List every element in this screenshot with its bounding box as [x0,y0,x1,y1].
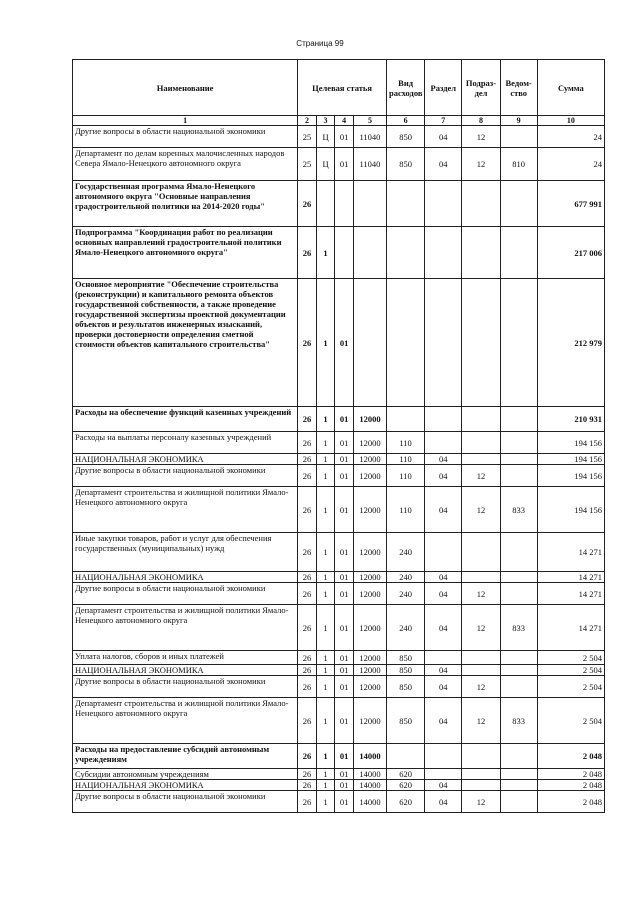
expense-type: 240 [386,533,424,572]
target-code-2: 26 [298,780,317,791]
section: 04 [425,572,462,583]
department-code [500,279,537,407]
section [425,651,462,665]
subsection [462,279,500,407]
department-code [500,465,537,487]
target-code-3: 1 [316,227,335,279]
amount: 2 048 [537,780,604,791]
table-row [73,465,605,487]
amount: 14 271 [537,572,604,583]
table-row [73,148,605,181]
subsection [462,780,500,791]
section: 04 [425,791,462,813]
target-code-3: 1 [316,605,335,651]
section [425,744,462,769]
table-row [73,769,605,780]
target-code-5: 12000 [353,698,386,744]
amount: 2 504 [537,665,604,676]
department-code [500,769,537,780]
target-code-5: 12000 [353,487,386,533]
amount: 2 048 [537,791,604,813]
expense-type: 110 [386,465,424,487]
index-cell: 7 [425,116,462,126]
header-vid: Вид расходов [386,60,424,116]
section [425,279,462,407]
section: 04 [425,665,462,676]
table-row [73,583,605,605]
header-podrazdel: Подраз-дел [462,60,500,116]
subsection: 12 [462,465,500,487]
target-code-3: 1 [316,465,335,487]
target-code-3: 1 [316,698,335,744]
target-code-4: 01 [335,665,354,676]
target-code-5: 11040 [353,148,386,181]
target-code-3: 1 [316,454,335,465]
department-code: 833 [500,487,537,533]
department-code [500,744,537,769]
target-code-3: 1 [316,665,335,676]
target-code-5: 12000 [353,533,386,572]
amount: 677 991 [537,181,604,227]
target-code-5: 14000 [353,769,386,780]
section [425,227,462,279]
target-code-3: 1 [316,533,335,572]
section: 04 [425,605,462,651]
target-code-4: 01 [335,465,354,487]
row-name: НАЦИОНАЛЬНАЯ ЭКОНОМИКА [73,780,298,791]
row-name: Другие вопросы в области национальной экономики [73,583,298,605]
row-name: Государственная программа Ямало-Ненецкого автономного округа "Основные направления градостроительной политики на 2014-2020 годы" [73,181,298,227]
amount: 24 [537,126,604,148]
row-name: Департамент строительства и жилищной политики Ямало-Ненецкого автономного округа [73,487,298,533]
amount: 14 271 [537,583,604,605]
amount: 194 156 [537,487,604,533]
subsection [462,769,500,780]
expense-type: 240 [386,572,424,583]
amount: 2 048 [537,744,604,769]
target-code-2: 25 [298,126,317,148]
target-code-5: 12000 [353,605,386,651]
target-code-5: 12000 [353,465,386,487]
target-code-4 [335,227,354,279]
target-code-2: 26 [298,432,317,454]
section: 04 [425,583,462,605]
index-cell: 10 [537,116,604,126]
table-row [73,651,605,665]
section: 04 [425,487,462,533]
expense-type: 240 [386,605,424,651]
header-row [73,60,605,116]
department-code [500,651,537,665]
amount: 194 156 [537,432,604,454]
table-row [73,533,605,572]
expense-type [386,227,424,279]
target-code-5: 12000 [353,407,386,432]
subsection [462,227,500,279]
expense-type: 850 [386,665,424,676]
table-row [73,487,605,533]
target-code-4: 01 [335,698,354,744]
row-name: Другие вопросы в области национальной экономики [73,465,298,487]
header-target: Целевая статья [298,60,387,116]
row-name: НАЦИОНАЛЬНАЯ ЭКОНОМИКА [73,572,298,583]
amount: 2 504 [537,698,604,744]
row-name: Основное мероприятие "Обеспечение строительства (реконструкции) и капитального ремонта объектов государственной собственности, а также проведение государственной экспертизы проектной документации объектов и результатов инженерных изысканий, проверки достоверности определения сметной стоимости объектов капитального строительства" [73,279,298,407]
subsection: 12 [462,791,500,813]
section: 04 [425,126,462,148]
amount: 212 979 [537,279,604,407]
section [425,432,462,454]
target-code-3: 1 [316,407,335,432]
target-code-3: 1 [316,432,335,454]
table-row [73,126,605,148]
target-code-3: 1 [316,769,335,780]
department-code [500,181,537,227]
row-name: Другие вопросы в области национальной экономики [73,126,298,148]
subsection [462,181,500,227]
target-code-5: 12000 [353,454,386,465]
subsection: 12 [462,126,500,148]
expense-type [386,744,424,769]
section: 04 [425,780,462,791]
section [425,407,462,432]
department-code [500,227,537,279]
subsection [462,407,500,432]
expense-type: 620 [386,769,424,780]
department-code: 810 [500,148,537,181]
department-code [500,791,537,813]
department-code [500,533,537,572]
target-code-4: 01 [335,583,354,605]
target-code-2: 26 [298,744,317,769]
department-code [500,454,537,465]
target-code-3: 1 [316,572,335,583]
page-number-label: Страница 99 [296,39,344,48]
index-cell: 3 [316,116,335,126]
amount: 194 156 [537,454,604,465]
target-code-3: 1 [316,791,335,813]
expense-type [386,407,424,432]
row-name: Подпрограмма "Координация работ по реализации основных направлений градостроительной политики Ямало-Ненецкого автономного округа" [73,227,298,279]
subsection: 12 [462,605,500,651]
table-row [73,744,605,769]
section: 04 [425,454,462,465]
department-code [500,126,537,148]
subsection: 12 [462,148,500,181]
section [425,769,462,780]
subsection: 12 [462,698,500,744]
section: 04 [425,676,462,698]
target-code-2: 26 [298,676,317,698]
subsection [462,572,500,583]
department-code [500,780,537,791]
expense-type: 110 [386,454,424,465]
amount: 14 271 [537,533,604,572]
column-index-row [73,116,605,126]
department-code [500,583,537,605]
section: 04 [425,465,462,487]
row-name: НАЦИОНАЛЬНАЯ ЭКОНОМИКА [73,454,298,465]
table-row [73,676,605,698]
amount: 2 048 [537,769,604,780]
header-summa: Сумма [537,60,604,116]
target-code-2: 26 [298,227,317,279]
table-row [73,181,605,227]
expense-type: 850 [386,651,424,665]
department-code [500,676,537,698]
expense-type: 240 [386,583,424,605]
target-code-3: 1 [316,676,335,698]
index-cell: 4 [335,116,354,126]
section: 04 [425,698,462,744]
table-row [73,791,605,813]
department-code: 833 [500,698,537,744]
expense-type: 850 [386,148,424,181]
row-name: Другие вопросы в области национальной экономики [73,676,298,698]
target-code-2: 26 [298,791,317,813]
target-code-2: 26 [298,465,317,487]
row-name: Департамент по делам коренных малочисленных народов Севера Ямало-Ненецкого автономного округа [73,148,298,181]
target-code-5 [353,227,386,279]
target-code-4: 01 [335,148,354,181]
target-code-4: 01 [335,407,354,432]
table-row [73,572,605,583]
department-code [500,572,537,583]
target-code-2: 26 [298,407,317,432]
department-code: 833 [500,605,537,651]
subsection [462,744,500,769]
subsection [462,432,500,454]
section [425,181,462,227]
section: 04 [425,148,462,181]
index-cell: 9 [500,116,537,126]
amount: 24 [537,148,604,181]
target-code-2: 25 [298,148,317,181]
table-row [73,605,605,651]
target-code-5: 11040 [353,126,386,148]
target-code-5: 12000 [353,432,386,454]
index-cell: 6 [386,116,424,126]
target-code-4: 01 [335,454,354,465]
header-razdel: Раздел [425,60,462,116]
header-name: Наименование [73,60,298,116]
target-code-3: 1 [316,744,335,769]
target-code-3: 1 [316,583,335,605]
expense-type: 850 [386,676,424,698]
index-cell: 5 [353,116,386,126]
target-code-2: 26 [298,651,317,665]
expense-type: 110 [386,432,424,454]
department-code [500,665,537,676]
target-code-4: 01 [335,676,354,698]
expense-type [386,279,424,407]
expense-type: 850 [386,126,424,148]
target-code-4: 01 [335,769,354,780]
budget-table [72,59,605,813]
target-code-4: 01 [335,791,354,813]
target-code-3: Ц [316,148,335,181]
expense-type: 850 [386,698,424,744]
subsection [462,651,500,665]
target-code-4: 01 [335,744,354,769]
target-code-2: 26 [298,698,317,744]
target-code-2: 26 [298,583,317,605]
target-code-4: 01 [335,126,354,148]
target-code-2: 26 [298,181,317,227]
table-row [73,780,605,791]
target-code-4 [335,181,354,227]
target-code-4: 01 [335,572,354,583]
amount: 210 931 [537,407,604,432]
row-name: НАЦИОНАЛЬНАЯ ЭКОНОМИКА [73,665,298,676]
target-code-2: 26 [298,279,317,407]
index-cell: 8 [462,116,500,126]
table-row [73,454,605,465]
target-code-4: 01 [335,279,354,407]
table-row [73,279,605,407]
target-code-3: 1 [316,487,335,533]
table-row [73,432,605,454]
target-code-2: 26 [298,533,317,572]
department-code [500,407,537,432]
target-code-3 [316,181,335,227]
target-code-5: 12000 [353,651,386,665]
target-code-5: 12000 [353,665,386,676]
index-cell: 1 [73,116,298,126]
header-vedomstvo: Ведом-ство [500,60,537,116]
target-code-5: 12000 [353,572,386,583]
target-code-5: 14000 [353,744,386,769]
target-code-4: 01 [335,651,354,665]
subsection: 12 [462,487,500,533]
expense-type: 110 [386,487,424,533]
table-row [73,698,605,744]
subsection [462,533,500,572]
target-code-4: 01 [335,605,354,651]
target-code-4: 01 [335,780,354,791]
target-code-2: 26 [298,454,317,465]
expense-type: 620 [386,791,424,813]
target-code-4: 01 [335,533,354,572]
target-code-3: 1 [316,780,335,791]
amount: 194 156 [537,465,604,487]
department-code [500,432,537,454]
row-name: Расходы на выплаты персоналу казенных учреждений [73,432,298,454]
row-name: Департамент строительства и жилищной политики Ямало-Ненецкого автономного округа [73,698,298,744]
target-code-5: 14000 [353,780,386,791]
target-code-5 [353,279,386,407]
target-code-3: 1 [316,279,335,407]
target-code-5 [353,181,386,227]
target-code-2: 26 [298,487,317,533]
expense-type: 620 [386,780,424,791]
target-code-2: 26 [298,572,317,583]
row-name: Субсидии автономным учреждениям [73,769,298,780]
target-code-2: 26 [298,605,317,651]
target-code-5: 12000 [353,583,386,605]
target-code-5: 14000 [353,791,386,813]
subsection: 12 [462,583,500,605]
target-code-4: 01 [335,487,354,533]
row-name: Иные закупки товаров, работ и услуг для обеспечения государственных (муниципальных) нужд [73,533,298,572]
table-row [73,407,605,432]
row-name: Другие вопросы в области национальной экономики [73,791,298,813]
subsection [462,665,500,676]
target-code-4: 01 [335,432,354,454]
row-name: Уплата налогов, сборов и иных платежей [73,651,298,665]
amount: 217 006 [537,227,604,279]
row-name: Расходы на предоставление субсидий автономным учреждениям [73,744,298,769]
target-code-2: 26 [298,769,317,780]
target-code-5: 12000 [353,676,386,698]
row-name: Департамент строительства и жилищной политики Ямало-Ненецкого автономного округа [73,605,298,651]
target-code-2: 26 [298,665,317,676]
row-name: Расходы на обеспечение функций казенных учреждений [73,407,298,432]
subsection: 12 [462,676,500,698]
target-code-3: Ц [316,126,335,148]
subsection [462,454,500,465]
table-row [73,665,605,676]
section [425,533,462,572]
table-row [73,227,605,279]
amount: 14 271 [537,605,604,651]
amount: 2 504 [537,676,604,698]
index-cell: 2 [298,116,317,126]
target-code-3: 1 [316,651,335,665]
expense-type [386,181,424,227]
amount: 2 504 [537,651,604,665]
